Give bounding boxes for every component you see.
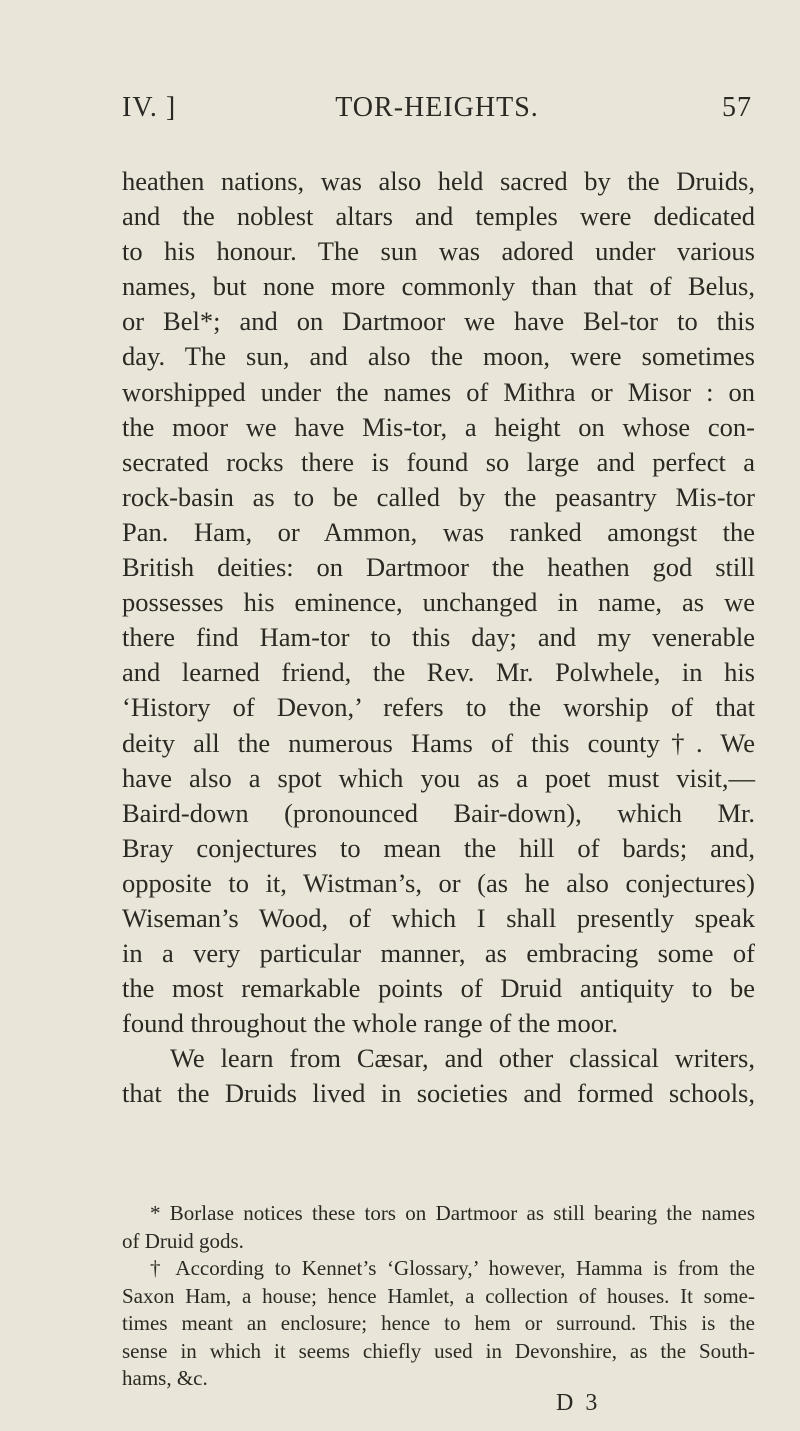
body-line: Baird-down (pronounced Bair-down), which Mr. — [122, 797, 755, 828]
body-line: have also a spot which you as a poet must visit,— — [122, 762, 755, 793]
footnote-line: † According to Kennet’s ‘Glossary,’ however, Hamma is from the — [150, 1256, 755, 1280]
body-line: day. The sun, and also the moon, were sometimes — [122, 341, 755, 372]
chapter-number: IV. ] — [122, 92, 177, 123]
signature-mark: D 3 — [556, 1390, 601, 1416]
body-text — [122, 164, 755, 1112]
body-line: names, but none more commonly than that of Belus, — [122, 271, 755, 302]
body-line: We learn from Cæsar, and other classical writers, — [170, 1043, 755, 1074]
body-line: secrated rocks there is found so large and perfect a — [122, 446, 755, 477]
body-line: deity all the numerous Hams of this county†. We — [122, 727, 755, 758]
body-line: in a very particular manner, as embracing some of — [122, 938, 755, 969]
footnote-line: sense in which it seems chiefly used in Devonshire, as the South- — [122, 1338, 755, 1363]
body-line: and learned friend, the Rev. Mr. Polwhele, in his — [122, 657, 755, 688]
body-line: worshipped under the names of Mithra or Misor : on — [122, 376, 755, 407]
body-line: found throughout the whole range of the moor. — [122, 1008, 619, 1039]
body-line: British deities: on Dartmoor the heathen god still — [122, 552, 755, 583]
body-line: possesses his eminence, unchanged in name, as we — [122, 587, 755, 618]
body-line: Bray conjectures to mean the hill of bards; and, — [122, 832, 755, 863]
body-line: or Bel*; and on Dartmoor we have Bel-tor to this — [122, 306, 755, 337]
footnote-line: times meant an enclosure; hence to hem or surround. This is the — [122, 1311, 755, 1335]
body-line: heathen nations, was also held sacred by the Druids, — [122, 166, 755, 196]
body-line: Wiseman’s Wood, of which I shall presently speak — [122, 902, 755, 933]
footnote-line: of Druid gods. — [122, 1228, 244, 1253]
footnote-line: hams, &c. — [122, 1366, 208, 1390]
body-line: the moor we have Mis-tor, a height on whose con- — [122, 411, 755, 442]
body-line: the most remarkable points of Druid antiquity to be — [122, 973, 755, 1004]
running-header — [122, 92, 752, 132]
body-line: there find Ham-tor to this day; and my venerable — [122, 622, 755, 653]
body-line: Pan. Ham, or Ammon, was ranked amongst the — [122, 516, 755, 547]
body-line: and the noblest altars and temples were dedicated — [122, 201, 755, 232]
footnote-line: * Borlase notices these tors on Dartmoor as still bearing the names — [150, 1201, 755, 1225]
footnotes — [122, 1200, 755, 1393]
footnote-line: Saxon Ham, a house; hence Hamlet, a collection of houses. It some- — [122, 1283, 755, 1308]
body-line: to his honour. The sun was adored under various — [122, 236, 755, 267]
body-line: that the Druids lived in societies and formed schools, — [122, 1078, 755, 1109]
page-number: 57 — [722, 92, 752, 123]
body-line: opposite to it, Wistman’s, or (as he also conjectures) — [122, 867, 755, 898]
body-line: rock-basin as to be called by the peasantry Mis-tor — [122, 481, 755, 512]
body-line: ‘History of Devon,’ refers to the worship of that — [122, 692, 755, 723]
running-title: TOR-HEIGHTS. — [335, 92, 539, 123]
